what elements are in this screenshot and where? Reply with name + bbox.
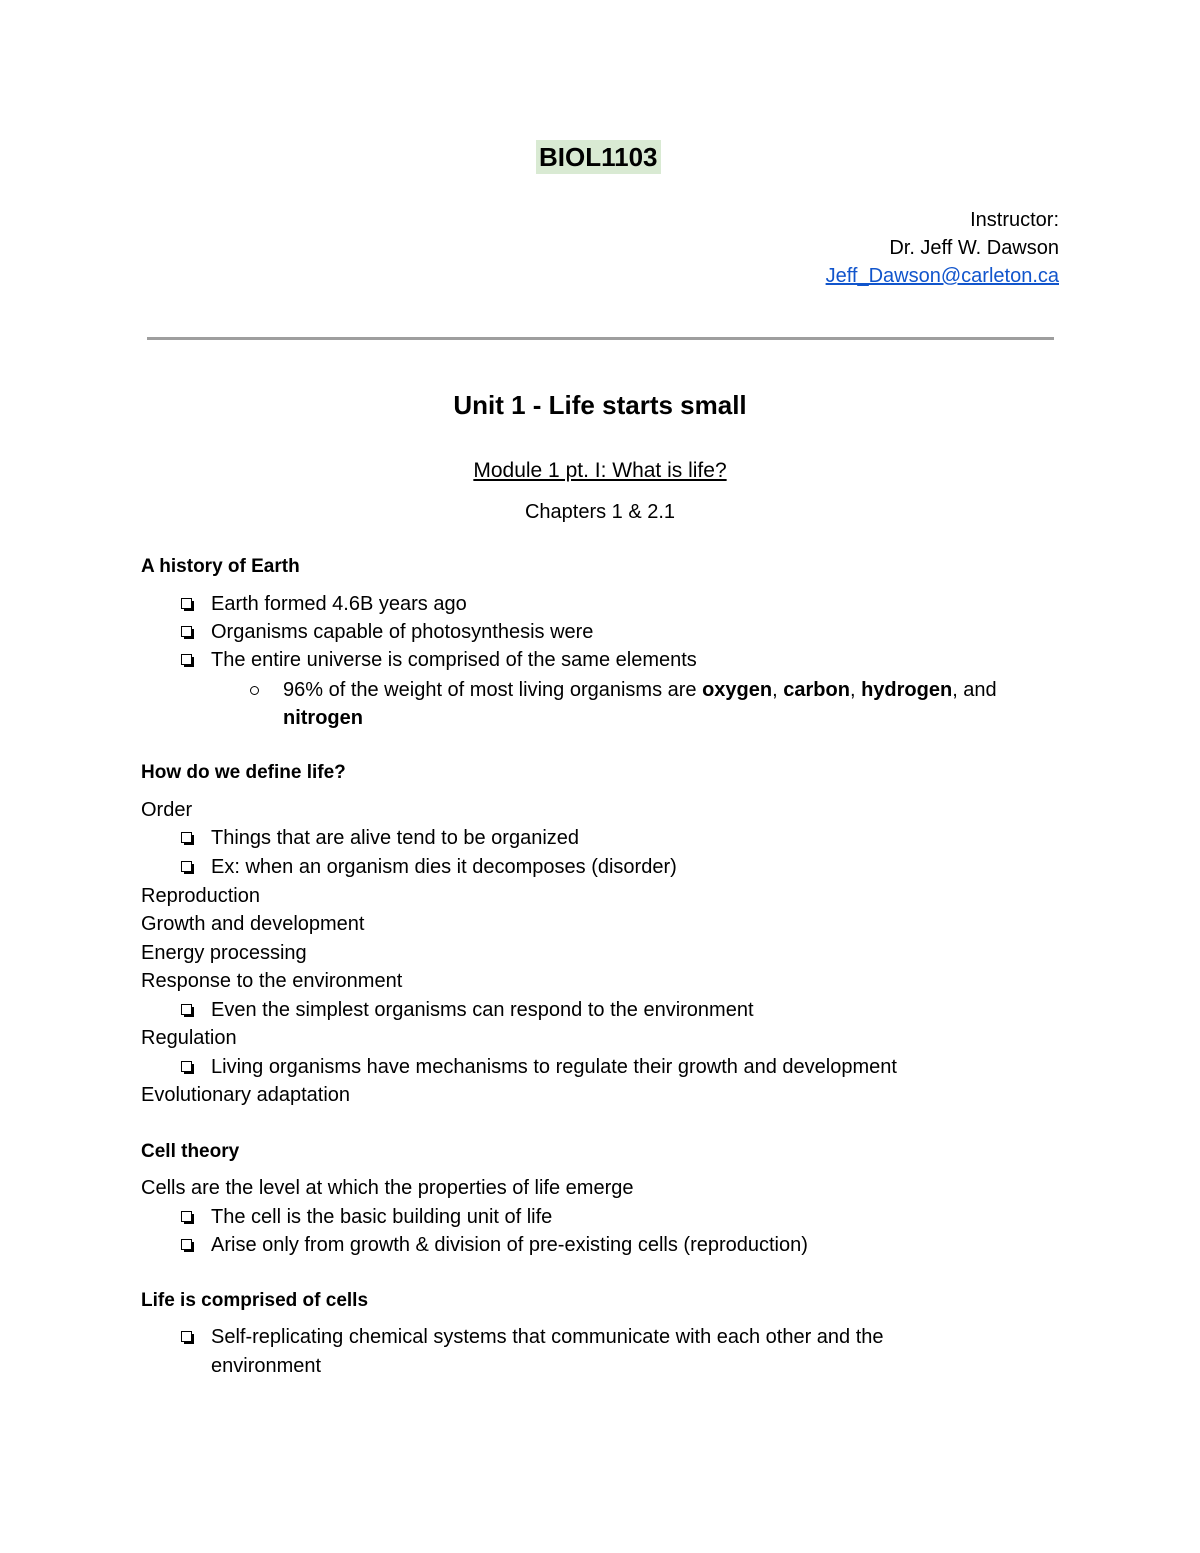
property-regulation: Regulation bbox=[141, 1027, 237, 1049]
section-heading-comprised: Life is comprised of cells bbox=[141, 1290, 369, 1311]
cell-theory-intro: Cells are the level at which the properties of life emerge bbox=[141, 1177, 634, 1199]
property-evolution: Evolutionary adaptation bbox=[141, 1084, 351, 1106]
property-order: Order bbox=[141, 799, 193, 821]
checkbox-bullet-icon bbox=[181, 1239, 192, 1250]
checkbox-bullet-icon bbox=[181, 1331, 192, 1342]
checkbox-bullet-icon bbox=[181, 861, 192, 872]
instructor-name: Dr. Jeff W. Dawson bbox=[889, 237, 1059, 259]
checkbox-bullet-icon bbox=[181, 1061, 192, 1072]
checkbox-bullet-icon bbox=[181, 598, 192, 609]
instructor-label: Instructor: bbox=[970, 209, 1059, 231]
property-response: Response to the environment bbox=[141, 970, 403, 992]
section-heading-history: A history of Earth bbox=[141, 556, 300, 577]
checkbox-bullet-icon bbox=[181, 1004, 192, 1015]
checkbox-bullet-icon bbox=[181, 1211, 192, 1222]
checkbox-bullet-icon bbox=[181, 626, 192, 637]
unit-title: Unit 1 - Life starts small bbox=[453, 390, 747, 420]
course-code: BIOL1103 bbox=[536, 140, 661, 174]
chapters-reference: Chapters 1 & 2.1 bbox=[524, 501, 676, 523]
section-heading-define-life: How do we define life? bbox=[141, 762, 346, 783]
module-title: Module 1 pt. I: What is life? bbox=[473, 459, 727, 482]
property-energy: Energy processing bbox=[141, 942, 307, 964]
property-growth: Growth and development bbox=[141, 913, 365, 935]
instructor-email-link[interactable]: Jeff_Dawson@carleton.ca bbox=[825, 265, 1059, 287]
checkbox-bullet-icon bbox=[181, 654, 192, 665]
circle-bullet-icon bbox=[250, 686, 259, 695]
checkbox-bullet-icon bbox=[181, 832, 192, 843]
section-heading-cell-theory: Cell theory bbox=[141, 1141, 240, 1162]
horizontal-divider bbox=[147, 337, 1054, 340]
property-reproduction: Reproduction bbox=[141, 885, 260, 907]
